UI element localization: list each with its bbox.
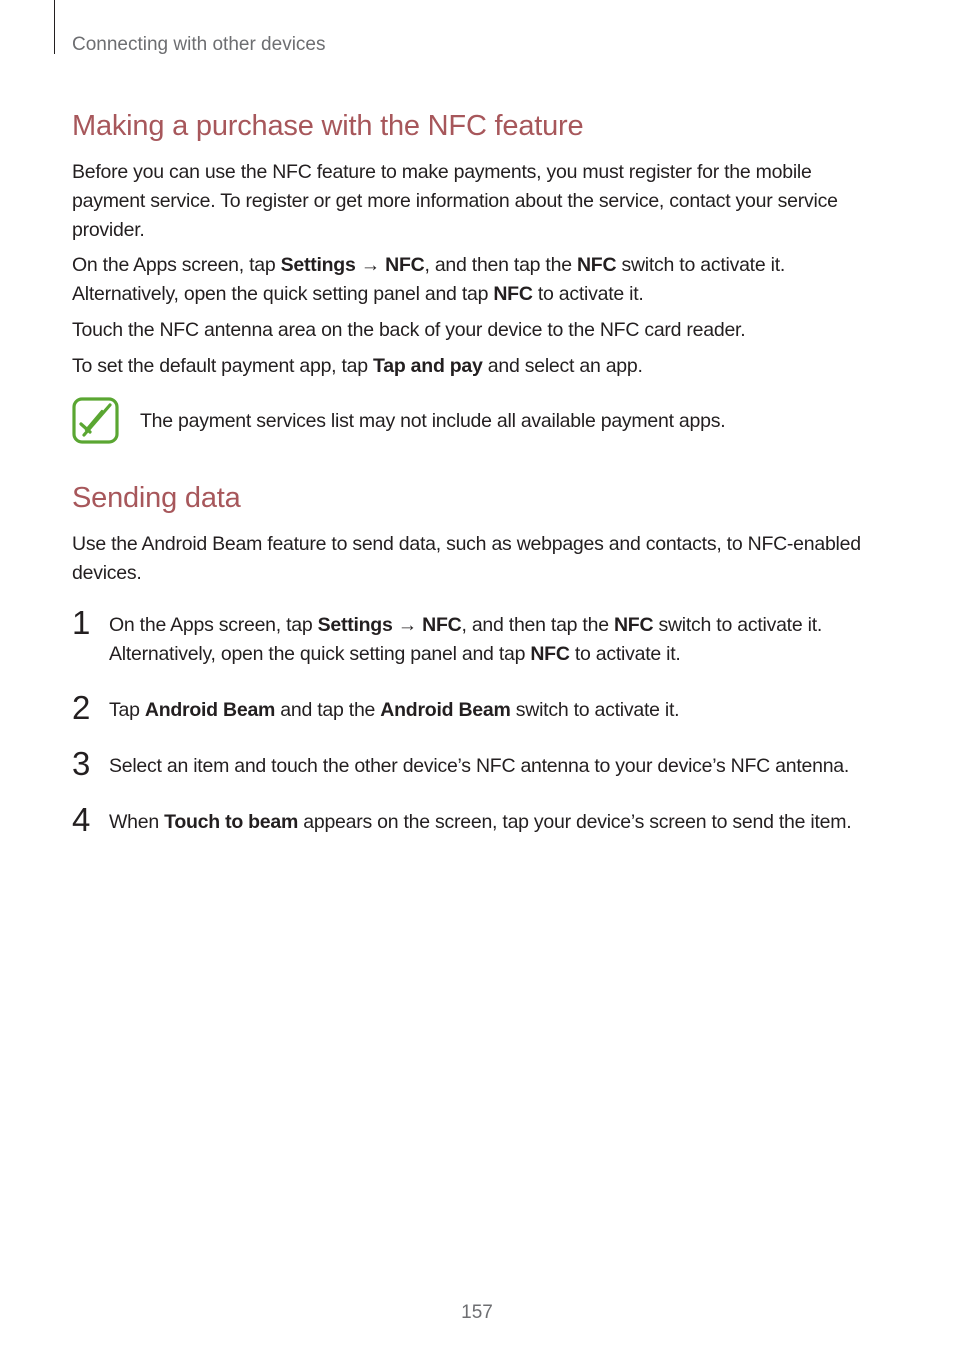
paragraph-line: On the Apps screen, tap Settings → NFC, and then tap the NFC switch to activate it. [72,254,786,276]
ui-term: NFC [613,614,654,636]
intro-line: devices. [72,562,142,584]
paragraph-line: Alternatively, open the quick setting panel and tap NFC to activate it. [72,283,644,305]
step-text: When Touch to beam appears on the screen, tap your device’s screen to send the item. [109,811,852,833]
ui-term: Tap and pay [373,355,483,377]
header-rule [54,0,55,54]
nfc-touch-paragraph: Touch the NFC antenna area on the back of your device to the NFC card reader. [72,319,746,341]
ui-term: NFC [385,254,425,276]
step-text: Tap Android Beam and tap the Android Beam switch to activate it. [109,699,680,721]
step-number: 2 [72,689,91,726]
section-title-sending-data: Sending data [72,482,241,514]
ui-term: NFC [422,614,462,636]
intro-line: payment service. To register or get more information about the service, contact your service [72,190,838,212]
sending-data-intro [72,530,884,588]
note-pencil-icon [72,397,119,444]
page-number: 157 [461,1302,493,1323]
intro-line: provider. [72,219,145,241]
running-header: Connecting with other devices [72,34,326,55]
intro-line: Use the Android Beam feature to send data, such as webpages and contacts, to NFC-enabled [72,533,861,555]
step-text [109,611,889,669]
ui-term: Touch to beam [164,811,299,833]
step-text: Select an item and touch the other device’s NFC antenna to your device’s NFC antenna. [109,755,850,777]
ui-term: Settings [280,254,356,276]
step-number: 3 [72,745,91,782]
ui-term: NFC [493,283,533,305]
ui-term: Android Beam [144,699,276,721]
ui-term: NFC [530,643,570,665]
nfc-activate-paragraph [72,251,884,309]
step-number: 4 [72,801,91,838]
default-payment-paragraph: To set the default payment app, tap Tap and pay and select an app. [72,355,643,377]
intro-line: Before you can use the NFC feature to make payments, you must register for the mobile [72,161,812,183]
nfc-purchase-intro [72,158,884,245]
ui-term: Settings [317,614,393,636]
ui-term: NFC [576,254,617,276]
step-number: 1 [72,604,91,641]
step-line: Alternatively, open the quick setting panel and tap NFC to activate it. [109,643,681,665]
ui-term: Android Beam [380,699,511,721]
note-text: The payment services list may not include all available payment apps. [140,410,726,432]
step-line: On the Apps screen, tap Settings → NFC, and then tap the NFC switch to activate it. [109,614,823,636]
section-title-nfc-purchase: Making a purchase with the NFC feature [72,110,584,142]
